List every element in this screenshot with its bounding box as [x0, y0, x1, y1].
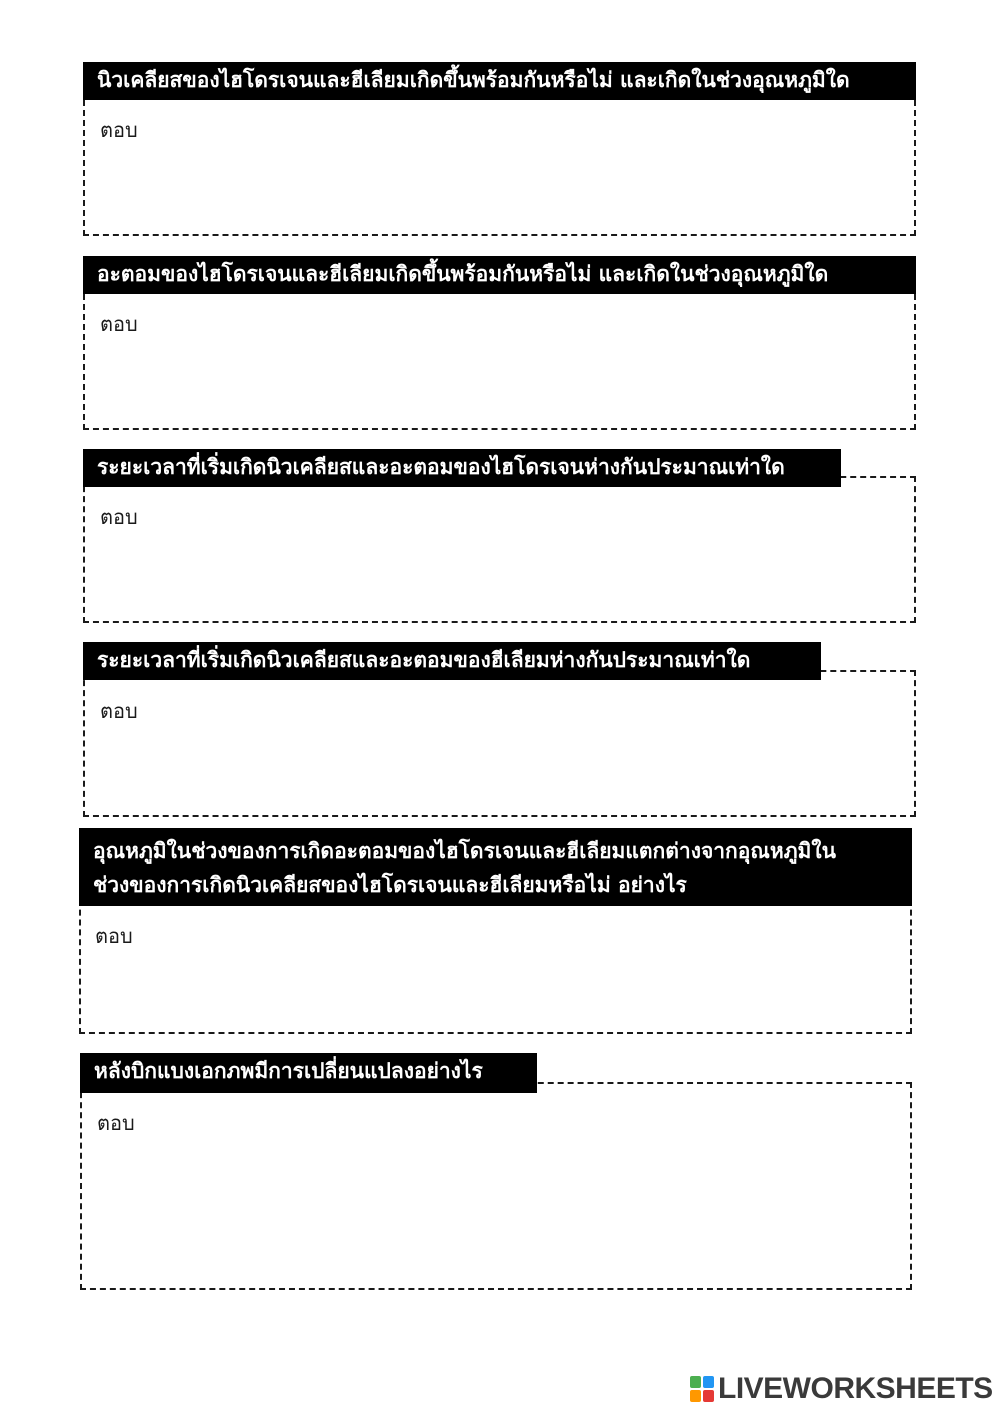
- question-3-line-1: ระยะเวลาที่เริ่มเกิดนิวเคลียสและอะตอมของไฮโดรเจนห่างกันประมาณเท่าใด: [97, 455, 785, 479]
- answer-label-1: ตอบ: [100, 118, 138, 142]
- answer-label-3: ตอบ: [100, 505, 138, 529]
- question-5-line-1: อุณหภูมิในช่วงของการเกิดอะตอมของไฮโดรเจนและฮีเลียมแตกต่างจากอุณหภูมิใน: [93, 839, 836, 863]
- liveworksheets-logo: [690, 1372, 993, 1406]
- answer-box-3[interactable]: [83, 476, 916, 623]
- question-6-line-1: หลังบิกแบงเอกภพมีการเปลี่ยนแปลงอย่างไร: [94, 1059, 483, 1083]
- answer-box-4[interactable]: [83, 670, 916, 817]
- question-5-line-2: ช่วงของการเกิดนิวเคลียสของไฮโดรเจนและฮีเลียมหรือไม่ อย่างไร: [93, 873, 687, 897]
- answer-label-2: ตอบ: [100, 312, 138, 336]
- question-1-line-1: นิวเคลียสของไฮโดรเจนและฮีเลียมเกิดขึ้นพร้อมกันหรือไม่ และเกิดในช่วงอุณหภูมิใด: [97, 68, 850, 92]
- question-title-2: [83, 256, 916, 294]
- answer-label-5: ตอบ: [95, 924, 133, 948]
- answer-box-2[interactable]: [83, 274, 916, 430]
- answer-label-4: ตอบ: [100, 699, 138, 723]
- question-title-1: [83, 62, 916, 100]
- brand-icon-square-2: [703, 1376, 714, 1388]
- answer-box-1[interactable]: [83, 80, 916, 236]
- brand-icon-square-3: [690, 1390, 701, 1402]
- question-4-line-1: ระยะเวลาที่เริ่มเกิดนิวเคลียสและอะตอมของฮีเลียมห่างกันประมาณเท่าใด: [97, 648, 751, 672]
- answer-label-6: ตอบ: [97, 1111, 135, 1135]
- question-title-5: [79, 828, 912, 906]
- question-2-line-1: อะตอมของไฮโดรเจนและฮีเลียมเกิดขึ้นพร้อมกันหรือไม่ และเกิดในช่วงอุณหภูมิใด: [97, 262, 829, 286]
- brand-icon-square-4: [703, 1390, 714, 1402]
- question-title-3: [83, 449, 841, 487]
- question-title-6: [80, 1053, 537, 1093]
- brand-icon-square-1: [690, 1376, 701, 1388]
- question-title-4: [83, 642, 821, 680]
- brand-name: LIVEWORKSHEETS: [718, 1372, 993, 1405]
- liveworksheets-icon: [690, 1376, 714, 1402]
- answer-box-6[interactable]: [80, 1082, 912, 1290]
